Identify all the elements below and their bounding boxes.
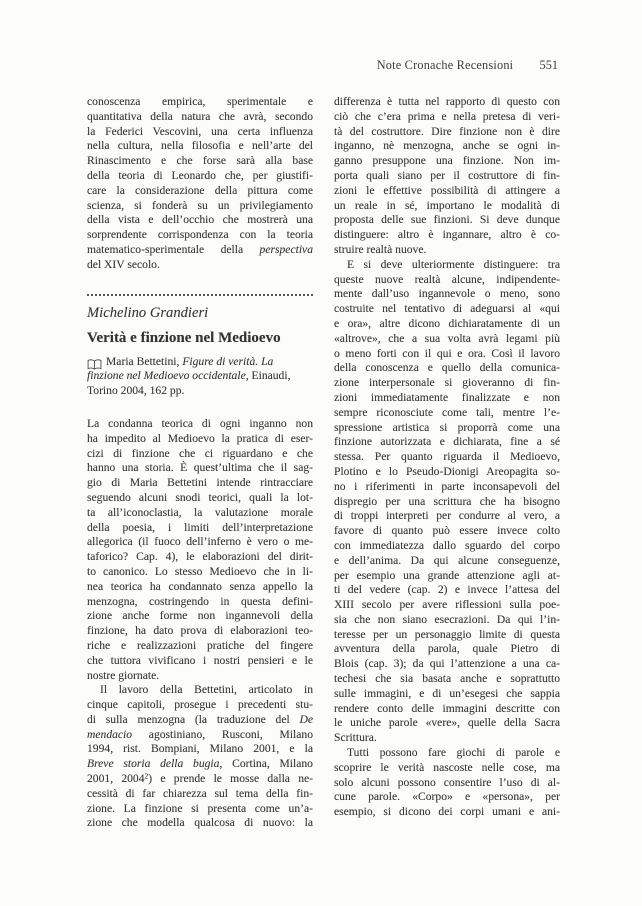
text-line: matematico-sperimentale della perspectiva [87, 242, 313, 256]
text-line: esempio, si dicono dei corpi umani e ani- [334, 805, 560, 819]
text-line: Rinascimento e che forse sarà alla base [87, 154, 313, 168]
text-line: favore di quanto può essere invece colto [334, 524, 560, 538]
text-line: inganno, nè menzogna, anche se ogni in- [334, 139, 560, 153]
text-line: nea teorica ha condannato senza appello la [87, 579, 313, 593]
text-line: spressione artistica si proporrà come una [334, 420, 560, 434]
text-line: allegorica (il fuoco dell’inferno è vero o me- [87, 535, 313, 549]
text-line: sorprendente corrispondenza con la teoria [87, 228, 313, 242]
text-line: costruite nel tentativo di adeguarsi al «qui [334, 302, 560, 316]
text-line: differenza è tutta nel rapporto di questo con [334, 95, 560, 108]
text-line: ta all’iconoclastia, la valutazione morale [87, 505, 313, 519]
text-line: E si deve ulteriormente distinguere: tra [347, 257, 560, 271]
paragraph-continuation [87, 95, 313, 273]
text-line: ganno presuppone una finzione. Non im- [334, 154, 560, 168]
text-line: per esempio una grande attenzione agli at- [334, 568, 560, 582]
text-line: nostre giornate. [87, 668, 160, 682]
text-line: e dell’anima. Da qui alcune conseguenze, [334, 553, 560, 567]
text-line: to canonico. Lo stesso Medioevo che in li- [87, 564, 313, 578]
text-line: Plotino e lo Pseudo-Dionigi Areopagita so- [334, 464, 560, 478]
text-line: sempre riconosciute come tali, mentre l’e- [334, 405, 560, 419]
text-line: o meno forti con il qui e ora. Così il lavoro [334, 346, 560, 360]
text-line: quantitativa della natura che avrà, secondo [87, 109, 313, 123]
text-line: un reale in sé, importano le modalità di [334, 198, 560, 212]
text-line: La condanna teorica di ogni inganno non [87, 416, 313, 430]
paragraph [334, 258, 560, 746]
text-line: rendere conto delle immagini descritte con [334, 701, 560, 715]
text-line: taforico? Cap. 4), le elaborazioni del dirit- [87, 550, 313, 564]
text-line: «altrove», che a sua volta avrà legami più [334, 331, 560, 345]
text-line: gio di Maria Bettetini intende rintracciare [87, 476, 313, 490]
text-line: sulle immagini, e di un’esegesi che sappia [334, 686, 560, 700]
text-line: Blois (cap. 3); da qui l’attenzione a una ca- [334, 657, 560, 671]
text-line: della poesia, i limiti dell’interpretazione [87, 520, 313, 534]
section-divider [87, 294, 313, 296]
text-line: queste nuove realtà alcune, indipendente- [334, 272, 560, 286]
text-line: la Federici Vescovini, una certa influenza [87, 124, 313, 138]
text-line: avventura della parola, quale Pietro di [334, 642, 560, 656]
review-title: Verità e finzione nel Medioevo [87, 329, 281, 346]
page-number: 551 [539, 58, 558, 72]
text-line: di troppi interpreti per condurre al vero, a [334, 509, 560, 523]
review-author: Michelino Grandieri [87, 304, 209, 321]
book-citation [87, 355, 313, 399]
text-line: stessa. Per quanto riguarda il Medioevo, [334, 450, 560, 464]
text-line: teresse per un personaggio limite di questa [334, 627, 560, 641]
text-line: le uniche parole «vere», quelle della Sacra [334, 716, 560, 730]
text-line: scienza, si fonderà su un privilegiamento [87, 198, 313, 212]
text-line: porta quali siano per il costruttore di fin- [334, 168, 560, 182]
running-head [332, 58, 558, 73]
text-line: menzogna, costringendo in questa defini- [87, 594, 313, 608]
left-column [87, 95, 313, 831]
text-line: e ora», altre dicono dichiaratamente di un [334, 316, 560, 330]
text-line: XIII secolo per avere riflessioni sulla poe- [334, 598, 560, 612]
text-line: Torino 2004, 162 pp. [87, 384, 185, 398]
text-line: finzione, ha dato prova di elaborazioni teo- [87, 624, 313, 638]
text-line: finzione nel Medioevo occidentale, Einaudi, [87, 369, 291, 383]
text-line: della conoscenza e quello della comunica- [334, 361, 560, 375]
text-line: cessità di far chiarezza sul tema della fin- [87, 786, 313, 800]
text-line: hanno una storia. È quest’ultima che il sag- [87, 461, 313, 475]
text-line: nella cultura, nella filosofia e nell’arte del [87, 139, 313, 153]
text-line: zione che modella qualcosa di nuovo: la [87, 816, 313, 830]
text-line: dispregio per una scrittura che ha bisogno [334, 494, 560, 508]
text-line: Scrittura. [334, 731, 377, 745]
text-line: Tutti possono fare giochi di parole e [347, 746, 560, 760]
text-line: della teoria di Leonardo che, per giustifi- [87, 168, 313, 182]
text-line: di sulla menzogna (la traduzione del De [87, 712, 313, 726]
text-line: no i riferimenti in parte inconsapevoli del [334, 479, 560, 493]
paragraph [87, 417, 313, 831]
text-line: zione interpersonale si gioveranno di fin- [334, 376, 560, 390]
text-line: solo alcuni possono consentire l’uso di al- [334, 775, 560, 789]
text-columns [87, 95, 560, 831]
text-line: Breve storia della bugia, Cortina, Milano [87, 757, 313, 771]
citation-text [87, 355, 313, 399]
text-line: care la considerazione della pittura come [87, 183, 313, 197]
right-column [334, 95, 560, 831]
text-line: techesi che sia basata anche e soprattutto [334, 672, 560, 686]
text-line: seguendo alcuni snodi teorici, quali la lot- [87, 490, 313, 504]
text-line: Maria Bettetini, Figure di verità. La [106, 354, 274, 368]
paragraph [334, 746, 560, 820]
running-head-title: Note Cronache Recensioni [376, 58, 514, 72]
open-book-icon [87, 357, 102, 375]
text-line: mendacio agostiniano, Rusconi, Milano [87, 727, 313, 741]
text-line: 1994, rist. Bompiani, Milano 2001, e la [87, 742, 313, 756]
text-line: proposta delle sue finzioni. Si deve dunque [334, 213, 560, 227]
text-line: distinguere: altro è ingannare, altro è co- [334, 228, 560, 242]
text-line: conoscenza empirica, sperimentale e [87, 95, 313, 108]
text-line: ciò che c’era prima e nella pretesa di veri- [334, 109, 560, 123]
text-line: ti del vedere (cap. 2) e invece l’attesa del [334, 583, 560, 597]
text-line: zioni immediatamente finalizzate e non [334, 390, 560, 404]
text-line: sia che non siano esecrazioni. Da qui l’in- [334, 612, 560, 626]
text-line: con immediatezza dallo sguardo del corpo [334, 538, 560, 552]
text-line: che tuttora vivificano i nostri pensieri e le [87, 653, 313, 667]
text-line: finzione autorizzata e dichiarata, fine a sé [334, 435, 560, 449]
text-line: cizi di finzione che ci riguardano e che [87, 446, 313, 460]
text-line: della vista e dell’occhio che mostrerà una [87, 213, 313, 227]
text-line: scoprire le verità nascoste nelle cose, ma [334, 760, 560, 774]
text-line: zioni le effettive possibilità di attingere a [334, 183, 560, 197]
paragraph-continuation [334, 95, 560, 258]
text-line: tà del costruttore. Dire finzione non è dire [334, 124, 560, 138]
text-line: Il lavoro della Bettetini, articolato in [100, 683, 313, 697]
text-line: zione. La finzione si presenta come un’a- [87, 801, 313, 815]
text-line: 2001, 2004$^2$) e prende le mosse dalla ne- [87, 772, 313, 786]
text-line: del XIV secolo. [87, 257, 160, 271]
text-line: zione anche forme non ingannevoli della [87, 609, 313, 623]
text-line: cinque capitoli, prosegue i precedenti stu- [87, 698, 313, 712]
text-line: riche e realizzazioni pratiche del fingere [87, 638, 313, 652]
text-line: mente dall’uso ingannevole o meno, sono [334, 287, 560, 301]
text-line: struire realtà nuove. [334, 242, 427, 256]
text-line: cune parole. «Corpo» e «persona», per [334, 790, 560, 804]
text-line: ha impedito al Medioevo la pratica di eser- [87, 431, 313, 445]
